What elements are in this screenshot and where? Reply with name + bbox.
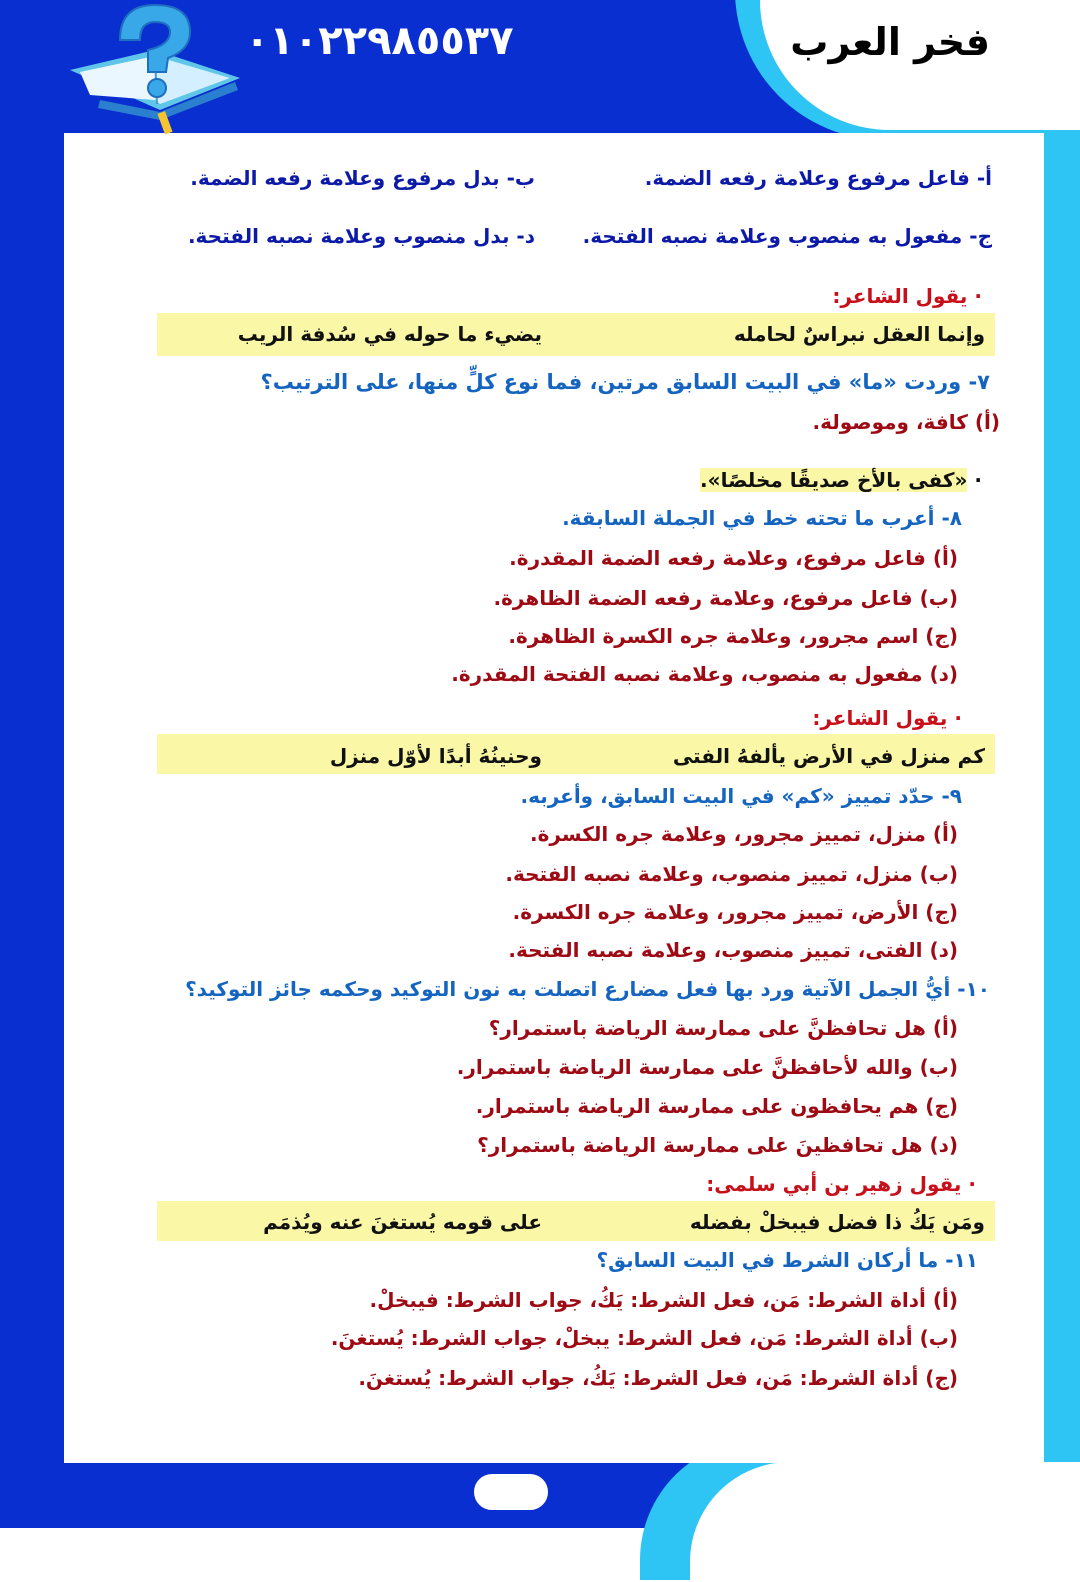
poem1-second-hemistich: يضيء ما حوله في سُدفة الريب bbox=[237, 322, 542, 346]
q8-question: ٨- أعرب ما تحته خط في الجملة السابقة. bbox=[562, 506, 962, 530]
q9-option-d[interactable]: (د) الفتى، تمييز منصوب، وعلامة نصبه الفتحة. bbox=[508, 938, 958, 962]
book-question-icon bbox=[60, 0, 250, 140]
poem1-intro: · يقول الشاعر: bbox=[832, 284, 982, 308]
poem2-first-hemistich: كم منزل في الأرض يألفهُ الفتى bbox=[672, 744, 985, 768]
q9-option-b[interactable]: (ب) منزل، تمييز منصوب، وعلامة نصبه الفتحة. bbox=[505, 862, 958, 886]
q6-option-d[interactable]: د- بدل منصوب وعلامة نصبه الفتحة. bbox=[187, 224, 535, 248]
poem3-intro: · يقول زهير بن أبي سلمى: bbox=[706, 1172, 976, 1196]
q8-option-d[interactable]: (د) مفعول به منصوب، وعلامة نصبه الفتحة المقدرة. bbox=[451, 662, 958, 686]
q11-option-a[interactable]: (أ) أداة الشرط: مَن، فعل الشرط: يَكُ، جواب الشرط: فيبخلْ. bbox=[369, 1288, 958, 1312]
brand-title: فخر العرب bbox=[790, 20, 990, 64]
footer-corner-panel bbox=[690, 1462, 1080, 1582]
q8-option-c[interactable]: (ج) اسم مجرور، وعلامة جره الكسرة الظاهرة. bbox=[508, 624, 958, 648]
poem3-first-hemistich: ومَن يَكُ ذا فضل فيبخلْ بفضله bbox=[689, 1210, 985, 1234]
q11-question: ١١- ما أركان الشرط في البيت السابق؟ bbox=[596, 1248, 978, 1272]
q9-question: ٩- حدّد تمييز «كم» في البيت السابق، وأعربه. bbox=[520, 784, 962, 808]
q10-option-d[interactable]: (د) هل تحافظينَ على ممارسة الرياضة باستمرار؟ bbox=[477, 1133, 958, 1157]
q10-option-c[interactable]: (ج) هم يحافظون على ممارسة الرياضة باستمرار. bbox=[475, 1094, 958, 1118]
poem3-second-hemistich: على قومه يُستغنَ عنه ويُذمَم bbox=[263, 1210, 542, 1234]
q6-option-b[interactable]: ب- بدل مرفوع وعلامة رفعه الضمة. bbox=[190, 166, 535, 190]
q8-option-a[interactable]: (أ) فاعل مرفوع، وعلامة رفعه الضمة المقدرة. bbox=[509, 546, 958, 570]
q10-option-b[interactable]: (ب) والله لأحافظنَّ على ممارسة الرياضة باستمرار. bbox=[456, 1055, 958, 1079]
q10-option-a[interactable]: (أ) هل تحافظنَّ على ممارسة الرياضة باستمرار؟ bbox=[488, 1016, 958, 1040]
q11-option-c[interactable]: (ج) أداة الشرط: مَن، فعل الشرط: يَكُ، جواب الشرط: يُستغنَ. bbox=[358, 1366, 958, 1390]
side-stripe bbox=[1040, 120, 1080, 1460]
poem1-first-hemistich: وإنما العقل نبراسٌ لحامله bbox=[733, 322, 985, 346]
q6-option-c[interactable]: ج- مفعول به منصوب وعلامة نصبه الفتحة. bbox=[582, 224, 992, 248]
q8-option-b[interactable]: (ب) فاعل مرفوع، وعلامة رفعه الضمة الظاهرة. bbox=[493, 586, 958, 610]
poem2-intro: · يقول الشاعر: bbox=[812, 706, 962, 730]
q7-answer[interactable]: (أ) كافة، وموصولة. bbox=[812, 410, 1000, 434]
q8-sentence: · «كفى بالأخ صديقًا مخلصًا». bbox=[700, 468, 982, 492]
q9-option-c[interactable]: (ج) الأرض، تمييز مجرور، وعلامة جره الكسرة. bbox=[512, 900, 958, 924]
q11-option-b[interactable]: (ب) أداة الشرط: مَن، فعل الشرط: يبخلْ، جواب الشرط: يُستغنَ. bbox=[330, 1326, 958, 1350]
q6-option-a[interactable]: أ- فاعل مرفوع وعلامة رفعه الضمة. bbox=[644, 166, 992, 190]
poem2-second-hemistich: وحنينُهُ أبدًا لأوّل منزل bbox=[329, 744, 542, 768]
q9-option-a[interactable]: (أ) منزل، تمييز مجرور، وعلامة جره الكسرة. bbox=[530, 822, 958, 846]
q10-question: ١٠- أيُّ الجمل الآتية ورد بها فعل مضارع اتصلت به نون التوكيد وحكمه جائز التوكيد؟ bbox=[185, 977, 990, 1001]
page-number-badge bbox=[470, 1470, 552, 1514]
q7-question: ٧- وردت «ما» في البيت السابق مرتين، فما نوع كلٍّ منها، على الترتيب؟ bbox=[260, 370, 990, 394]
phone-number: ٠١٠٢٢٩٨٥٥٣٧ bbox=[245, 18, 514, 64]
